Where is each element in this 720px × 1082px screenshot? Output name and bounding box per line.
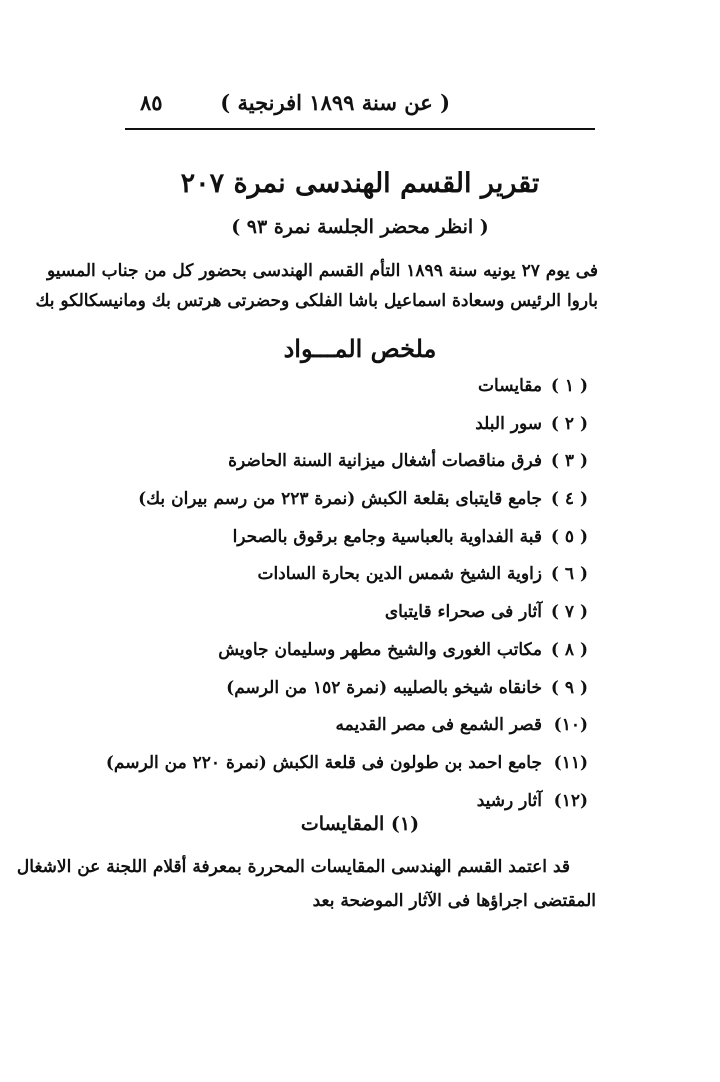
item-number: ( ٣ ) — [550, 451, 588, 472]
item-text: فرق مناقصات أشغال ميزانية السنة الحاضرة — [228, 451, 542, 472]
item-number: ( ٧ ) — [550, 602, 588, 623]
item-text: سور البلد — [475, 413, 542, 434]
section-heading: (١) المقايسات — [300, 813, 420, 835]
item-number: ( ١ ) — [550, 376, 588, 396]
item-number: (١٢) — [553, 790, 588, 811]
item-text: جامع احمد بن طولون فى قلعة الكبش (نمرة ٢٢٠ من الرسم) — [105, 752, 542, 773]
intro-line: باروا الرئيس وسعادة اسماعيل باشا الفلكى وحضرتى هرتس بك ومانيسكالكو بك — [35, 291, 598, 311]
list-item — [158, 786, 588, 816]
item-text: قصر الشمع فى مصر القديمه — [335, 715, 542, 736]
item-number: (١١) — [553, 752, 588, 773]
section-paragraph — [16, 850, 596, 918]
list-item — [158, 409, 588, 439]
item-number: (١٠) — [553, 715, 588, 736]
item-number: ( ٥ ) — [550, 526, 588, 547]
item-number: ( ٦ ) — [550, 564, 588, 585]
report-title: تقرير القسم الهندسى نمرة ٢٠٧ — [180, 168, 540, 199]
section-line: قد اعتمد القسم الهندسى المقايسات المحررة بمعرفة أقلام اللجنة عن الاشغال — [16, 857, 570, 877]
item-text: جامع قايتباى بقلعة الكبش (نمرة ٢٢٣ من رسم بيران بك) — [138, 489, 542, 510]
item-number: ( ٩ ) — [550, 677, 588, 698]
item-text: مقايسات — [478, 376, 542, 396]
list-item — [158, 371, 588, 401]
list-item — [138, 484, 588, 514]
item-text: خانقاه شيخو بالصليبه (نمرة ١٥٢ من الرسم) — [226, 677, 542, 698]
item-text: آثار فى صحراء قايتباى — [384, 602, 542, 623]
list-item — [105, 748, 588, 778]
report-subtitle: ( انظر محضر الجلسة نمرة ٩٣ ) — [231, 216, 489, 238]
list-item — [158, 635, 588, 665]
item-text: قبة الفداوية بالعباسية وجامع برقوق بالصحرا — [232, 526, 542, 547]
item-text: آثار رشيد — [476, 790, 542, 811]
header-rule — [125, 128, 595, 130]
intro-line: فى يوم ٢٧ يونيه سنة ١٨٩٩ التأم القسم الهندسى بحضور كل من جناب المسيو — [46, 261, 598, 281]
list-item — [158, 710, 588, 740]
item-number: ( ٤ ) — [550, 489, 588, 510]
intro-paragraph — [35, 256, 598, 316]
running-header-title: ( عن سنة ١٨٩٩ افرنجية ) — [220, 90, 450, 115]
item-number: ( ٨ ) — [550, 639, 588, 660]
list-item — [158, 522, 588, 552]
running-header — [120, 90, 600, 120]
summary-list — [105, 371, 588, 823]
summary-heading: ملخص المـــواد — [283, 334, 437, 363]
page-number: ٨٥ — [140, 90, 163, 115]
list-item — [158, 446, 588, 476]
list-item — [158, 559, 588, 589]
list-item — [158, 597, 588, 627]
item-text: زاوية الشيخ شمس الدين بحارة السادات — [257, 564, 542, 585]
item-number: ( ٢ ) — [550, 413, 588, 434]
item-text: مكاتب الغورى والشيخ مطهر وسليمان جاويش — [218, 639, 542, 660]
section-line: المقتضى اجراؤها فى الآثار الموضحة بعد — [312, 891, 596, 911]
list-item — [158, 673, 588, 703]
